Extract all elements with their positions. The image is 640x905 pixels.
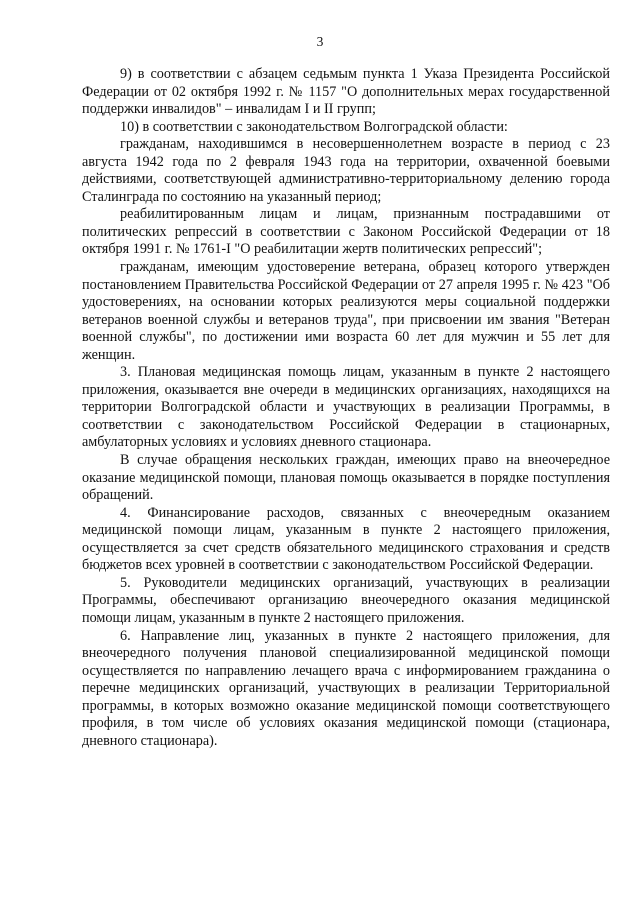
paragraph-rehabilitated-persons: реабилитированным лицам и лицам, признанным пострадавшими от политических репрессий в соответствии с Законом Российской Федерации от 18 октября 1991 г. № 1761-I "О реабилитации жертв политических репрессий"; [82,206,610,258]
paragraph-4-financing: 4. Финансирование расходов, связанных с внеочередным оказанием медицинской помощи лицам, указанным в пункте 2 настоящего приложения, осуществляется за счет средств обязательного медицинского страхования и средств бюджетов всех уровней в соответствии с законодательством Российской Федерации. [82,504,610,574]
paragraph-10-regional-law: 10) в соответствии с законодательством Волгоградской области: [120,118,508,135]
paragraph-6-referral: 6. Направление лиц, указанных в пункте 2 настоящего приложения, для внеочередного получения плановой специализированной медицинской помощи осуществляется по направлению лечащего врача с информированием гражданина о перечне медицинских организаций, участвующих в реализации Территориальной программы, в которых возможно оказание медицинской помощи соответствующего профиля, в том числе об условиях оказания медицинской помощи (стационара, дневного стационара). [82,627,610,749]
paragraph-military-veterans: гражданам, имеющим удостоверение ветерана, образец которого утвержден постановлением Правительства Российской Федерации от 27 апреля 1995 г. № 423 "Об удостоверениях, на основании которых реализуются меры социальной поддержки ветеранов военной службы и ветеранов труда", при присвоении им звания "Ветеран военной службы", по достижении ими возраста 60 лет для мужчин и 55 лет для женщин. [82,259,610,363]
paragraph-stalingrad-children: гражданам, находившимся в несовершеннолетнем возрасте в период с 23 августа 1942 года по 2 февраля 1943 года на территории, охваченной боевыми действиями, соответствующей административно-территориальному делению города Сталинграда по состоянию на указанный период; [82,136,610,205]
paragraph-9-disabled-persons: 9) в соответствии с абзацем седьмым пункта 1 Указа Президента Российской Федерации от 02 октября 1992 г. № 1157 "О дополнительных мерах государственной поддержки инвалидов" – инвалидам I и II групп; [82,66,610,118]
document-body [82,66,610,750]
paragraph-multiple-requests: В случае обращения нескольких граждан, имеющих право на внеочередное оказание медицинской помощи, плановая помощь оказывается в порядке поступления обращений. [82,452,610,504]
paragraph-3-planned-care: 3. Плановая медицинская помощь лицам, указанным в пункте 2 настоящего приложения, оказывается вне очереди в медицинских организациях, находящихся на территории Волгоградской области и участвующих в реализации Программы, в соответствии с законодательством Российской Федерации в стационарных, амбулаторных условиях и условиях дневного стационара. [82,364,610,451]
paragraph-5-organization-heads: 5. Руководители медицинских организаций, участвующих в реализации Программы, обеспечивают организацию внеочередного оказания медицинской помощи лицам, указанным в пункте 2 настоящего приложения. [82,574,610,626]
page-number: 3 [316,34,324,49]
